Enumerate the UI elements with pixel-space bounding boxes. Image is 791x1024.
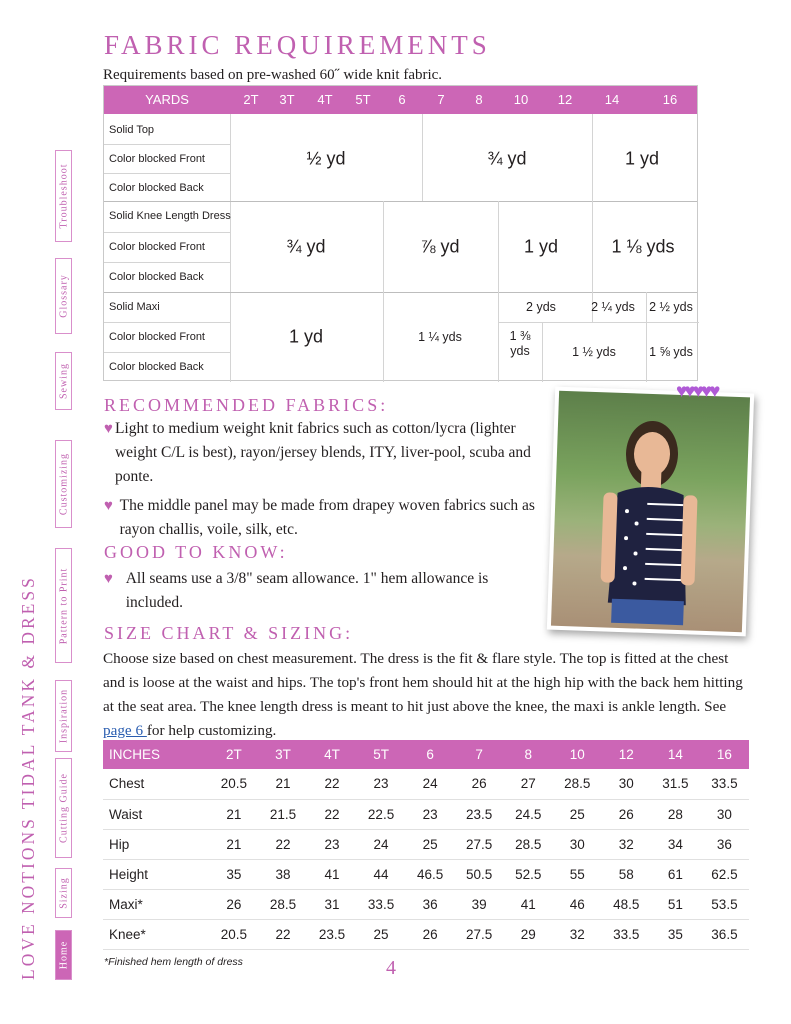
fabric-value: 2 ¼ yds [591,300,635,314]
table-cell: 23 [308,829,357,859]
fabric-value: 1 ⅛ yds [611,236,675,257]
heart-icon: ♥ [104,571,113,587]
fabric-row-label: Solid Top [109,124,155,136]
heart-icon: ♥ [104,498,113,514]
table-cell: 23.5 [308,919,357,949]
table-cell: 35 [209,859,258,889]
table-cell: 22 [308,799,357,829]
table-cell: 29 [504,919,553,949]
table-cell: 55 [553,859,602,889]
table-cell: 21 [209,829,258,859]
list-item: ♥ All seams use a 3/8" seam allowance. 1" hem allowance is included. [104,567,544,615]
table-cell: 28.5 [504,829,553,859]
table-cell: 53.5 [700,889,749,919]
table-cell: 41 [504,889,553,919]
fabric-requirements-table [103,85,698,381]
intro-text: Requirements based on pre-washed 60˝ wide knit fabric. [103,67,443,83]
table-cell: 33.5 [700,769,749,799]
row-label: Waist [103,799,209,829]
fabric-row-label: Color blocked Front [109,153,205,165]
table-cell: 32 [602,829,651,859]
fabric-value: ½ yd [306,148,346,169]
fabric-value: 1 yd [624,148,660,169]
fabric-header-cell: 2T [243,92,259,107]
fabric-header-cell: 16 [662,92,678,107]
fabric-row-label: Color blocked Front [109,331,205,343]
table-cell: 22 [258,919,307,949]
table-row [103,889,749,919]
table-cell: 26 [406,919,455,949]
fabric-header-cell: YARDS [145,92,189,107]
table-cell: 33.5 [602,919,651,949]
table-cell: 36 [700,829,749,859]
size-chart-header-cell: 14 [651,740,700,769]
list-item: ♥ Light to medium weight knit fabrics such as cotton/lycra (lighter weight C/L is best), rayon/jersey blends, ITY, liver-pool, scuba and ponte. [104,417,544,489]
fabric-value: 1 yd [288,326,324,347]
tab-cutting-guide[interactable]: Cutting Guide [55,758,72,858]
side-title: LOVE NOTIONS TIDAL TANK & DRESS [18,575,38,980]
size-chart-header-cell: INCHES [103,740,209,769]
tab-home[interactable]: Home [55,930,72,980]
table-cell: 21.5 [258,799,307,829]
page-title: FABRIC REQUIREMENTS [104,30,491,60]
table-row [103,919,749,949]
table-cell: 61 [651,859,700,889]
size-chart-header-cell: 5T [357,740,406,769]
tab-pattern-to-print[interactable]: Pattern to Print [55,548,72,663]
table-cell: 23 [357,769,406,799]
fabric-header-cell: 4T [317,92,333,107]
table-cell: 25 [406,829,455,859]
table-row [103,799,749,829]
hearts-decoration-icon: ♥♥♥♥♥ [676,381,718,402]
fabric-value: 2 ½ yds [649,300,693,314]
table-cell: 30 [553,829,602,859]
table-cell: 28.5 [553,769,602,799]
size-chart-header-cell: 12 [602,740,651,769]
fabric-row-label: Solid Knee Length Dress [109,210,231,222]
fabric-value: 1 ½ yds [572,345,616,359]
table-cell: 62.5 [700,859,749,889]
table-cell: 41 [308,859,357,889]
table-cell: 26 [209,889,258,919]
heart-icon: ♥ [104,421,113,437]
fabric-row-label: Solid Maxi [109,301,160,313]
recommended-fabrics-heading: RECOMMENDED FABRICS: [104,395,389,415]
tab-inspiration[interactable]: Inspiration [55,680,72,752]
fabric-value: 2 yds [526,300,556,314]
tab-glossary[interactable]: Glossary [55,258,72,334]
list-item: ♥ The middle panel may be made from drapey woven fabrics such as rayon challis, voile, silk, etc. [104,494,544,542]
table-cell: 25 [357,919,406,949]
table-cell: 39 [455,889,504,919]
size-chart-header-cell: 8 [504,740,553,769]
size-chart-header-cell: 2T [209,740,258,769]
table-cell: 33.5 [357,889,406,919]
size-chart-header-cell: 16 [700,740,749,769]
table-cell: 32 [553,919,602,949]
table-row [103,859,749,889]
row-label: Chest [103,769,209,799]
size-chart-header-cell: 6 [406,740,455,769]
size-chart-table [103,740,749,950]
table-cell: 36.5 [700,919,749,949]
table-cell: 48.5 [602,889,651,919]
table-cell: 22 [258,829,307,859]
table-cell: 24 [406,769,455,799]
row-label: Height [103,859,209,889]
table-cell: 22.5 [357,799,406,829]
fabric-value: ¾ yd [286,236,326,257]
table-cell: 28 [651,799,700,829]
fabric-value: 1 yd [523,236,559,257]
fabric-header-cell: 8 [475,92,483,107]
page-number: 4 [386,957,396,979]
size-chart-header-row [103,740,749,769]
table-cell: 50.5 [455,859,504,889]
fabric-value: ¾ yd [487,148,527,169]
table-cell: 46 [553,889,602,919]
table-cell: 27 [504,769,553,799]
table-cell: 27.5 [455,919,504,949]
tab-sizing[interactable]: Sizing [55,868,72,918]
table-cell: 21 [258,769,307,799]
table-cell: 28.5 [258,889,307,919]
table-cell: 26 [602,799,651,829]
table-cell: 24 [357,829,406,859]
fabric-header-cell: 7 [437,92,445,107]
table-cell: 31 [308,889,357,919]
fabric-table-header [104,86,697,114]
table-cell: 21 [209,799,258,829]
table-cell: 23.5 [455,799,504,829]
table-cell: 25 [553,799,602,829]
size-chart-header-cell: 10 [553,740,602,769]
girl-illustration [551,391,750,633]
table-cell: 26 [455,769,504,799]
table-cell: 38 [258,859,307,889]
fabric-row-label: Color blocked Back [109,361,204,373]
fabric-header-cell: 12 [557,92,573,107]
row-label: Maxi* [103,889,209,919]
table-cell: 27.5 [455,829,504,859]
fabric-value: ⅞ yd [420,236,460,257]
table-cell: 30 [602,769,651,799]
fabric-header-cell: 10 [513,92,529,107]
table-row [103,829,749,859]
size-chart-header-cell: 3T [258,740,307,769]
model-photo [547,387,754,637]
fabric-value: 1 ⅝ yds [649,345,693,359]
table-cell: 36 [406,889,455,919]
fabric-row-label: Color blocked Front [109,241,205,253]
page-6-link[interactable]: page 6 [103,722,147,739]
fabric-value: 1 ⅜ yds [509,329,531,358]
table-row [103,769,749,799]
table-cell: 22 [308,769,357,799]
fabric-header-cell: 14 [604,92,620,107]
table-cell: 35 [651,919,700,949]
table-cell: 24.5 [504,799,553,829]
size-chart-header-cell: 7 [455,740,504,769]
table-cell: 30 [700,799,749,829]
fabric-row-label: Color blocked Back [109,182,204,194]
table-cell: 58 [602,859,651,889]
recommended-list [104,417,544,542]
table-cell: 20.5 [209,769,258,799]
good-to-know-list [104,567,544,615]
good-to-know-heading: GOOD TO KNOW: [104,542,288,562]
tab-sewing[interactable]: Sewing [55,352,72,410]
tab-customizing[interactable]: Customizing [55,440,72,528]
fabric-value: 1 ¼ yds [418,330,462,344]
table-cell: 34 [651,829,700,859]
photo-image [551,391,750,633]
row-label: Knee* [103,919,209,949]
table-cell: 31.5 [651,769,700,799]
size-chart-heading: SIZE CHART & SIZING: [104,623,354,643]
table-cell: 51 [651,889,700,919]
table-cell: 52.5 [504,859,553,889]
fabric-header-cell: 3T [279,92,295,107]
fabric-header-cell: 5T [355,92,371,107]
size-chart-description: Choose size based on chest measurement. The dress is the fit & flare style. The top is fitted at the chest and is loose at the waist and hips. The top's front hem should hit at the high hip with the back hem hitting at the seat area. The knee length dress is meant to hit just above the knee, the maxi is ankle length. See page 6 for help customizing. [103,650,743,739]
tab-troubleshoot[interactable]: Troubleshoot [55,150,72,242]
fabric-row-label: Color blocked Back [109,271,204,283]
footnote: *Finished hem length of dress [104,956,243,968]
fabric-header-cell: 6 [398,92,406,107]
row-label: Hip [103,829,209,859]
table-cell: 20.5 [209,919,258,949]
size-chart-header-cell: 4T [308,740,357,769]
table-cell: 46.5 [406,859,455,889]
table-cell: 23 [406,799,455,829]
table-cell: 44 [357,859,406,889]
